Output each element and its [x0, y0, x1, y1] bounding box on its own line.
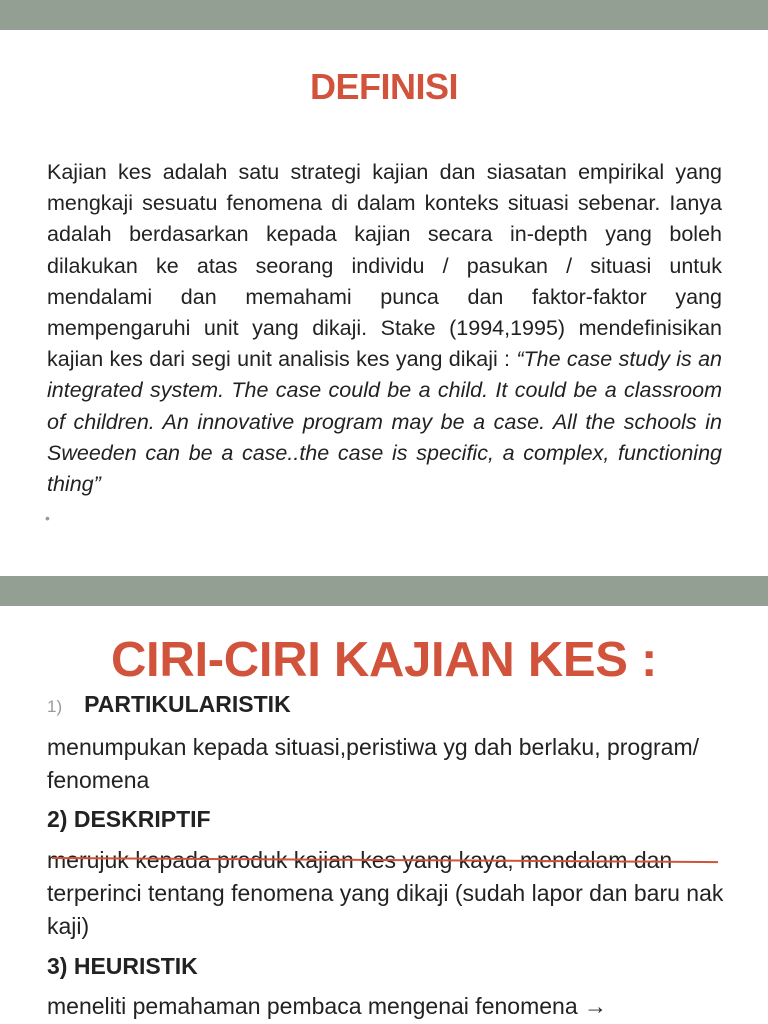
- item-text-partikularistik: menumpukan kepada situasi,peristiwa yg dah berlaku, program/ fenomena: [47, 734, 700, 793]
- item-text-deskriptif: merujuk kepada produk kajian kes yang kaya, mendalam dan terperinci tentang fenomena yang dikaji (sudah lapor dan baru nak kaji): [47, 847, 724, 939]
- slide-title-ciri-ciri: CIRI-CIRI KAJIAN KES :: [110, 633, 658, 687]
- stake-quote: “The case study is an integrated system. The case could be a child. It could be a classroom of children. An innovative program may be a case. All the schools in Sweeden can be a case..the case is specific, a complex, functioning thing”: [47, 347, 722, 497]
- middle-divider-bar: [0, 576, 768, 606]
- empty-bullet: •: [45, 510, 50, 526]
- item-heading-deskriptif: 2) DESKRIPTIF: [47, 806, 211, 832]
- item-text-heuristik: meneliti pemahaman pembaca mengenai fenomena →: [47, 993, 607, 1019]
- item-number-1: 1): [47, 697, 63, 716]
- item-heading-text: PARTIKULARISTIK: [84, 691, 291, 717]
- definition-paragraph: [47, 157, 722, 500]
- item-heading-partikularistik: [47, 691, 291, 718]
- item-heading-heuristik: 3) HEURISTIK: [47, 953, 198, 979]
- top-divider-bar: [0, 0, 768, 30]
- definition-text: Kajian kes adalah satu strategi kajian dan siasatan empirikal yang mengkaji sesuatu fenomena di dalam konteks situasi sebenar. Ianya adalah berdasarkan kepada kajian secara in-depth yang boleh dilakukan ke atas seorang individu / pasukan / situasi untuk mendalami dan memahami punca dan faktor-faktor yang mempengaruhi unit yang dikaji. Stake (1994,1995) mendefinisikan kajian kes dari segi unit analisis kes yang dikaji :: [47, 160, 722, 372]
- slide-title-definisi: DEFINISI: [309, 66, 458, 107]
